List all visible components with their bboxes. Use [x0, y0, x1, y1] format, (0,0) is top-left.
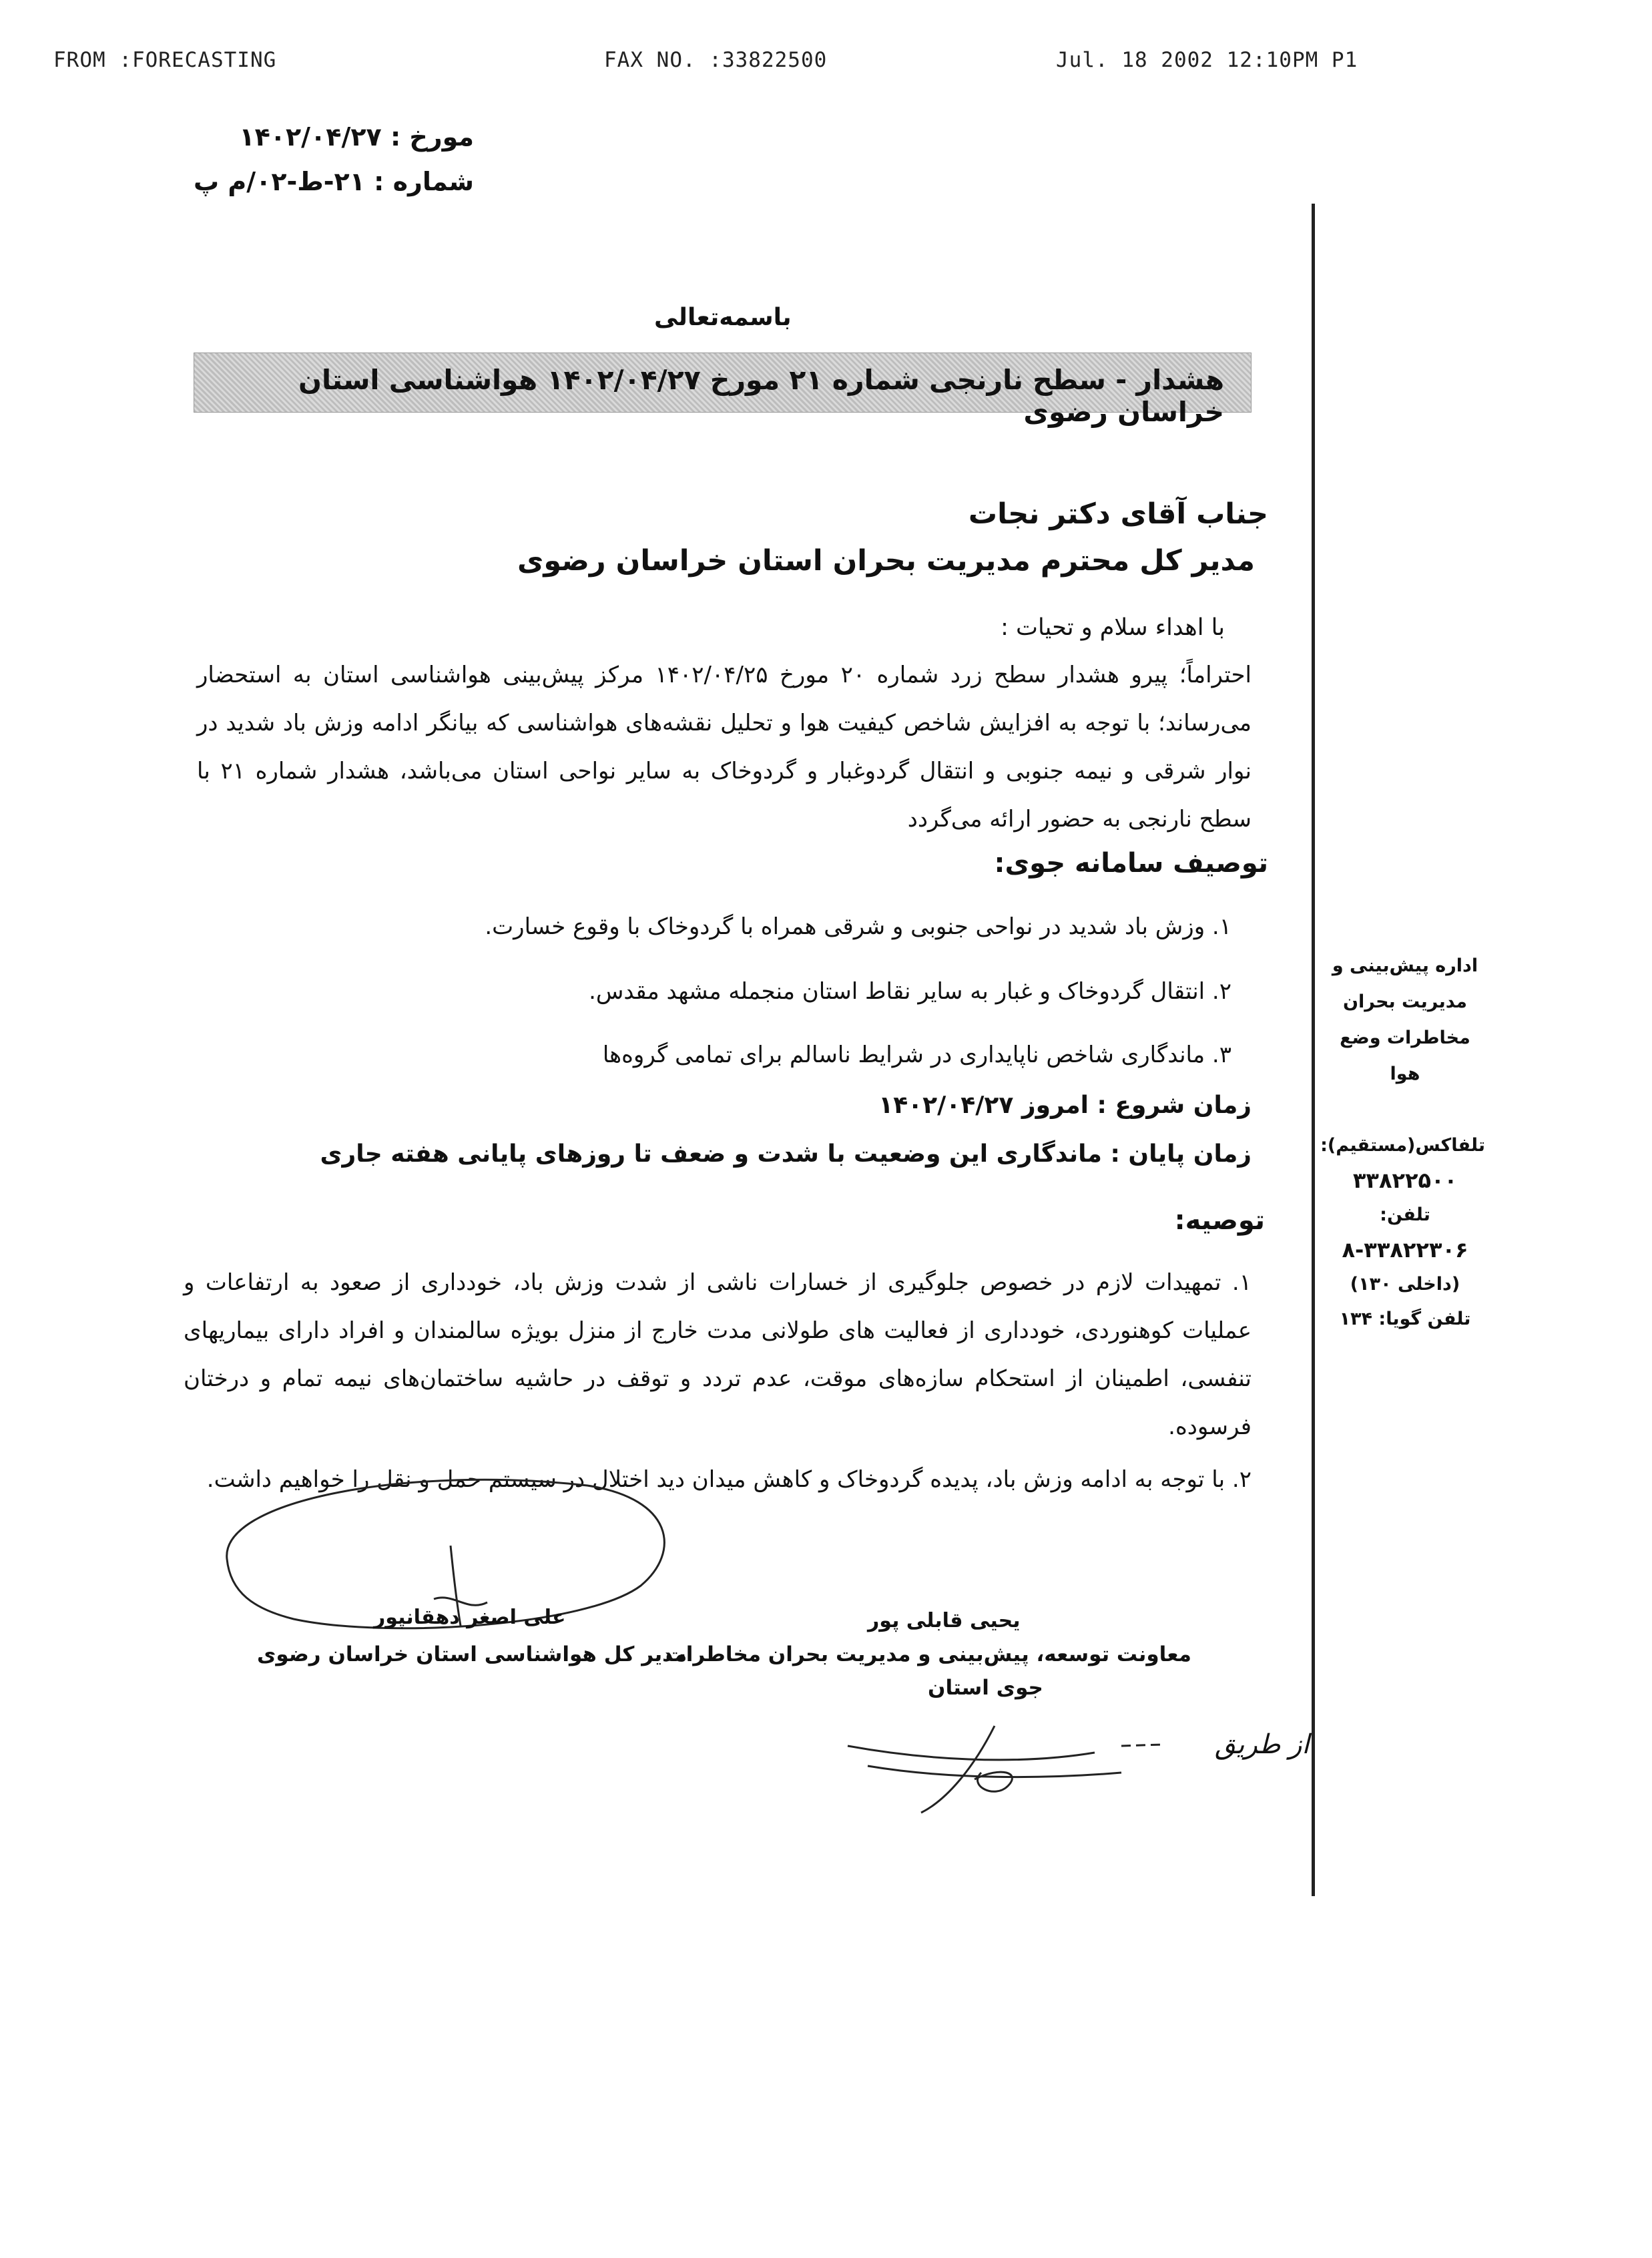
handwritten-note: از طریق	[1215, 1729, 1310, 1760]
sidebar-contacts	[1320, 1128, 1485, 1337]
greeting: با اهداء سلام و تحیات :	[1001, 614, 1225, 641]
handwritten-signature	[841, 1706, 1201, 1819]
sidebar-dept-line-1: اداره پیش‌بینی و	[1332, 955, 1478, 976]
right-signatory-title-1: معاونت توسعه، پیش‌بینی و مدیریت بحران مخاطرات	[665, 1642, 1191, 1666]
recipient-title: مدیر کل محترم مدیریت بحران استان خراسان رضوی	[517, 544, 1255, 578]
end-time: زمان پایان : ماندگاری این وضعیت با شدت و ضعف تا روزهای پایانی هفته جاری	[320, 1140, 1252, 1168]
fax-number: FAX NO. :33822500	[604, 48, 828, 72]
sidebar-phone-label: تلفن:	[1380, 1204, 1430, 1225]
sidebar-speaking-phone: تلفن گویا: ۱۳۴	[1339, 1309, 1471, 1329]
right-signatory-title-2: جوی استان	[928, 1676, 1043, 1700]
recommendation-item-2: ۲. با توجه به ادامه وزش باد، پدیده گردوخاک و کاهش میدان دید اختلال در سیستم حمل و نقل را خواهیم داشت.	[206, 1466, 1252, 1493]
weather-item-2: ۲. انتقال گردوخاک و غبار به سایر نقاط استان منجمله مشهد مقدس.	[589, 978, 1231, 1005]
letter-number: شماره : ۲۱-ط-۰۲/م پ	[193, 167, 474, 196]
start-time: زمان شروع : امروز ۱۴۰۲/۰۴/۲۷	[878, 1092, 1252, 1119]
weather-item-3: ۳. ماندگاری شاخص ناپایداری در شرایط ناسالم برای تمامی گروه‌ها	[602, 1042, 1231, 1068]
fax-from: FROM :FORECASTING	[53, 48, 277, 72]
recommendation-title: توصیه:	[1174, 1205, 1265, 1236]
sidebar-fax-label: تلفاکس(مستقیم):	[1320, 1135, 1485, 1156]
recipient-name: جناب آقای دکتر نجات	[968, 497, 1268, 531]
warning-header-box	[194, 353, 1252, 428]
sidebar-dept-line-3: مخاطرات وضع	[1340, 1028, 1470, 1048]
invocation: باسمه‌تعالی	[654, 304, 792, 331]
sidebar-separator	[1312, 204, 1315, 1896]
fax-date-time: Jul. 18 2002 12:10PM P1	[1056, 48, 1358, 72]
recommendation-item-1: ۱. تمهیدات لازم در خصوص جلوگیری از خسارات ناشی از شدت وزش باد، خودداری از صعود به ارتفاعات و عملیات کوهنوردی، خودداری از فعالیت های طولانی مدت خارج از منزل بویژه سالمندان و افراد دارای بیماریهای تنفسی، اطمینان از استحکام سازه‌های موقت، عدم تردد و توقف در حاشیه ساختمان‌های نیمه تمام و درختان فرسوده.	[184, 1269, 1252, 1440]
weather-section-title: توصیف سامانه جوی:	[994, 848, 1268, 879]
sidebar-phone-value: ۸-۳۳۸۲۲۳۰۶	[1342, 1237, 1468, 1263]
right-signatory-name: یحیی قابلی پور	[868, 1609, 1021, 1632]
left-signatory-name: علی اصغر دهقانپور	[374, 1606, 566, 1629]
warning-header-text: هشدار - سطح نارنجی شماره ۲۱ مورخ ۱۴۰۲/۰۴/۲۷ هواشناسی استان خراسان رضوی	[298, 364, 1224, 428]
sidebar-department	[1328, 948, 1482, 1092]
sidebar-fax-value: ۳۳۸۲۲۵۰۰	[1352, 1168, 1458, 1193]
body-paragraph: احتراماً؛ پیرو هشدار سطح زرد شماره ۲۰ مورخ ۱۴۰۲/۰۴/۲۵ مرکز پیش‌بینی هواشناسی استان به استحضار می‌رساند؛ با توجه به افزایش شاخص کیفیت هوا و تحلیل نقشه‌های هواشناسی که بیانگر ادامه وزش باد شدید در نوار شرقی و نیمه جنوبی و انتقال گردوغبار و گردوخاک به سایر نواحی استان می‌باشد، هشدار شماره ۲۱ با سطح نارنجی به حضور ارائه می‌گردد	[197, 662, 1252, 833]
letter-date: مورخ : ۱۴۰۲/۰۴/۲۷	[239, 122, 474, 152]
sidebar-dept-line-4: هوا	[1390, 1064, 1420, 1084]
left-signatory-title: مدیر کل هواشناسی استان خراسان رضوی	[257, 1642, 687, 1666]
weather-item-1: ۱. وزش باد شدید در نواحی جنوبی و شرقی همراه با گردوخاک با وقوع خسارت.	[485, 913, 1231, 940]
sidebar-extension: (داخلی ۱۳۰)	[1350, 1274, 1460, 1295]
sidebar-dept-line-2: مدیریت بحران	[1342, 991, 1468, 1012]
